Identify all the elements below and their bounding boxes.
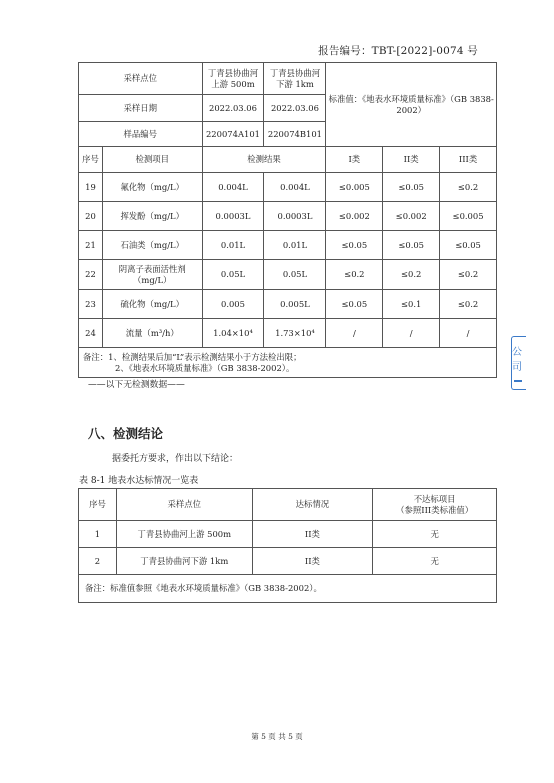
cell-result-2: 1.73×10⁴ — [264, 319, 326, 348]
cell-result-1: 0.005 — [202, 290, 264, 319]
cell-item: 挥发酚（mg/L） — [102, 202, 202, 231]
table-header-row — [79, 489, 497, 521]
cell-result-1: 1.04×10⁴ — [202, 319, 264, 348]
cell-result-2: 0.0003L — [264, 202, 326, 231]
cell-seq: 22 — [79, 260, 103, 290]
cell-result-1: 0.004L — [202, 173, 264, 202]
cell-item: 流量（m³/h） — [102, 319, 202, 348]
header-seq: 序号 — [79, 147, 103, 173]
header-noncompliant — [373, 489, 497, 521]
cell-class-1: ≤0.05 — [326, 290, 383, 319]
cell-result-1: 0.0003L — [202, 202, 264, 231]
section-title: 八、检测结论 — [88, 426, 164, 441]
header-point: 采样点位 — [116, 489, 252, 521]
cell-noncompliant: 无 — [373, 548, 497, 575]
meta-value: 丁青县协曲河下游 1km — [264, 63, 326, 95]
header-class-1: I类 — [326, 147, 383, 173]
table-row — [79, 173, 497, 202]
cell-noncompliant: 无 — [373, 521, 497, 548]
cell-point: 丁青县协曲河上游 500m — [116, 521, 252, 548]
cell-result-2: 0.005L — [264, 290, 326, 319]
header-class-3: III类 — [440, 147, 497, 173]
cell-class-2: ≤0.05 — [383, 231, 440, 260]
no-more-data-line: ——以下无检测数据—— — [88, 380, 185, 390]
cell-seq: 24 — [79, 319, 103, 348]
cell-point: 丁青县协曲河下游 1km — [116, 548, 252, 575]
cell-class-3: ≤0.005 — [440, 202, 497, 231]
cell-item: 石油类（mg/L） — [102, 231, 202, 260]
note-line-1: 备注：1、检测结果后加“L”表示检测结果小于方法检出限； — [83, 351, 302, 362]
table-row — [79, 231, 497, 260]
cell-seq: 1 — [79, 521, 117, 548]
standard-reference: 标准值：《地表水环境质量标准》（GB 3838-2002） — [326, 63, 497, 147]
cell-item: 氟化物（mg/L） — [102, 173, 202, 202]
meta-label: 采样点位 — [79, 63, 203, 95]
cell-class-3: ≤0.2 — [440, 173, 497, 202]
cell-seq: 20 — [79, 202, 103, 231]
meta-value: 220074A101 — [202, 122, 264, 147]
section-paragraph: 据委托方要求，作出以下结论： — [112, 454, 239, 464]
table-row — [79, 290, 497, 319]
cell-class-3: ≤0.2 — [440, 260, 497, 290]
seal-text: 公司 — [512, 347, 522, 373]
header-noncompliant-line-2: （参照III类标准值） — [396, 504, 474, 515]
cell-seq: 19 — [79, 173, 103, 202]
meta-value: 2022.03.06 — [202, 95, 264, 122]
cell-class-2: ≤0.002 — [383, 202, 440, 231]
cell-class-3: / — [440, 319, 497, 348]
cell-class-2: ≤0.2 — [383, 260, 440, 290]
table-note-row — [79, 348, 497, 378]
cell-status: II类 — [252, 548, 373, 575]
table-row — [79, 521, 497, 548]
page-footer: 第 5 页 共 5 页 — [251, 732, 303, 741]
seal-mark — [514, 380, 522, 382]
cell-seq: 21 — [79, 231, 103, 260]
meta-value: 220074B101 — [264, 122, 326, 147]
cell-result-2: 0.004L — [264, 173, 326, 202]
meta-label: 采样日期 — [79, 95, 203, 122]
table-row — [79, 63, 497, 95]
table-caption: 表 8-1 地表水达标情况一览表 — [79, 476, 199, 486]
table-row — [79, 548, 497, 575]
header-class-2: II类 — [383, 147, 440, 173]
compliance-summary-table — [78, 488, 497, 603]
cell-class-1: ≤0.002 — [326, 202, 383, 231]
header-item: 检测项目 — [102, 147, 202, 173]
meta-value: 2022.03.06 — [264, 95, 326, 122]
table-row — [79, 260, 497, 290]
cell-item: 硫化物（mg/L） — [102, 290, 202, 319]
cell-class-3: ≤0.05 — [440, 231, 497, 260]
cell-seq: 2 — [79, 548, 117, 575]
cell-seq: 23 — [79, 290, 103, 319]
cell-class-1: ≤0.2 — [326, 260, 383, 290]
meta-label: 样品编号 — [79, 122, 203, 147]
table-note-row — [79, 575, 497, 603]
header-status: 达标情况 — [252, 489, 373, 521]
cell-class-1: / — [326, 319, 383, 348]
table-note: 备注：标准值参照《地表水环境质量标准》（GB 3838-2002）。 — [79, 575, 497, 603]
cell-class-1: ≤0.005 — [326, 173, 383, 202]
cell-result-1: 0.01L — [202, 231, 264, 260]
cell-class-2: ≤0.05 — [383, 173, 440, 202]
cell-class-3: ≤0.2 — [440, 290, 497, 319]
table-row — [79, 202, 497, 231]
cell-status: II类 — [252, 521, 373, 548]
cell-class-2: / — [383, 319, 440, 348]
header-noncompliant-line-1: 不达标项目 — [413, 493, 456, 504]
cell-result-2: 0.01L — [264, 231, 326, 260]
cell-result-1: 0.05L — [202, 260, 264, 290]
cell-item: 阴离子表面活性剂（mg/L） — [102, 260, 202, 290]
table-header-row — [79, 147, 497, 173]
table-note — [79, 348, 497, 378]
header-result: 检测结果 — [202, 147, 326, 173]
cell-class-1: ≤0.05 — [326, 231, 383, 260]
header-seq: 序号 — [79, 489, 117, 521]
seal-stamp — [511, 336, 526, 390]
cell-class-2: ≤0.1 — [383, 290, 440, 319]
meta-value: 丁青县协曲河上游 500m — [202, 63, 264, 95]
report-number: 报告编号：TBT-[2022]-0074 号 — [318, 45, 478, 57]
water-quality-results-table — [78, 62, 497, 378]
table-row — [79, 319, 497, 348]
note-line-2: 2、《地表水环境质量标准》（GB 3838-2002）。 — [115, 362, 295, 373]
cell-result-2: 0.05L — [264, 260, 326, 290]
